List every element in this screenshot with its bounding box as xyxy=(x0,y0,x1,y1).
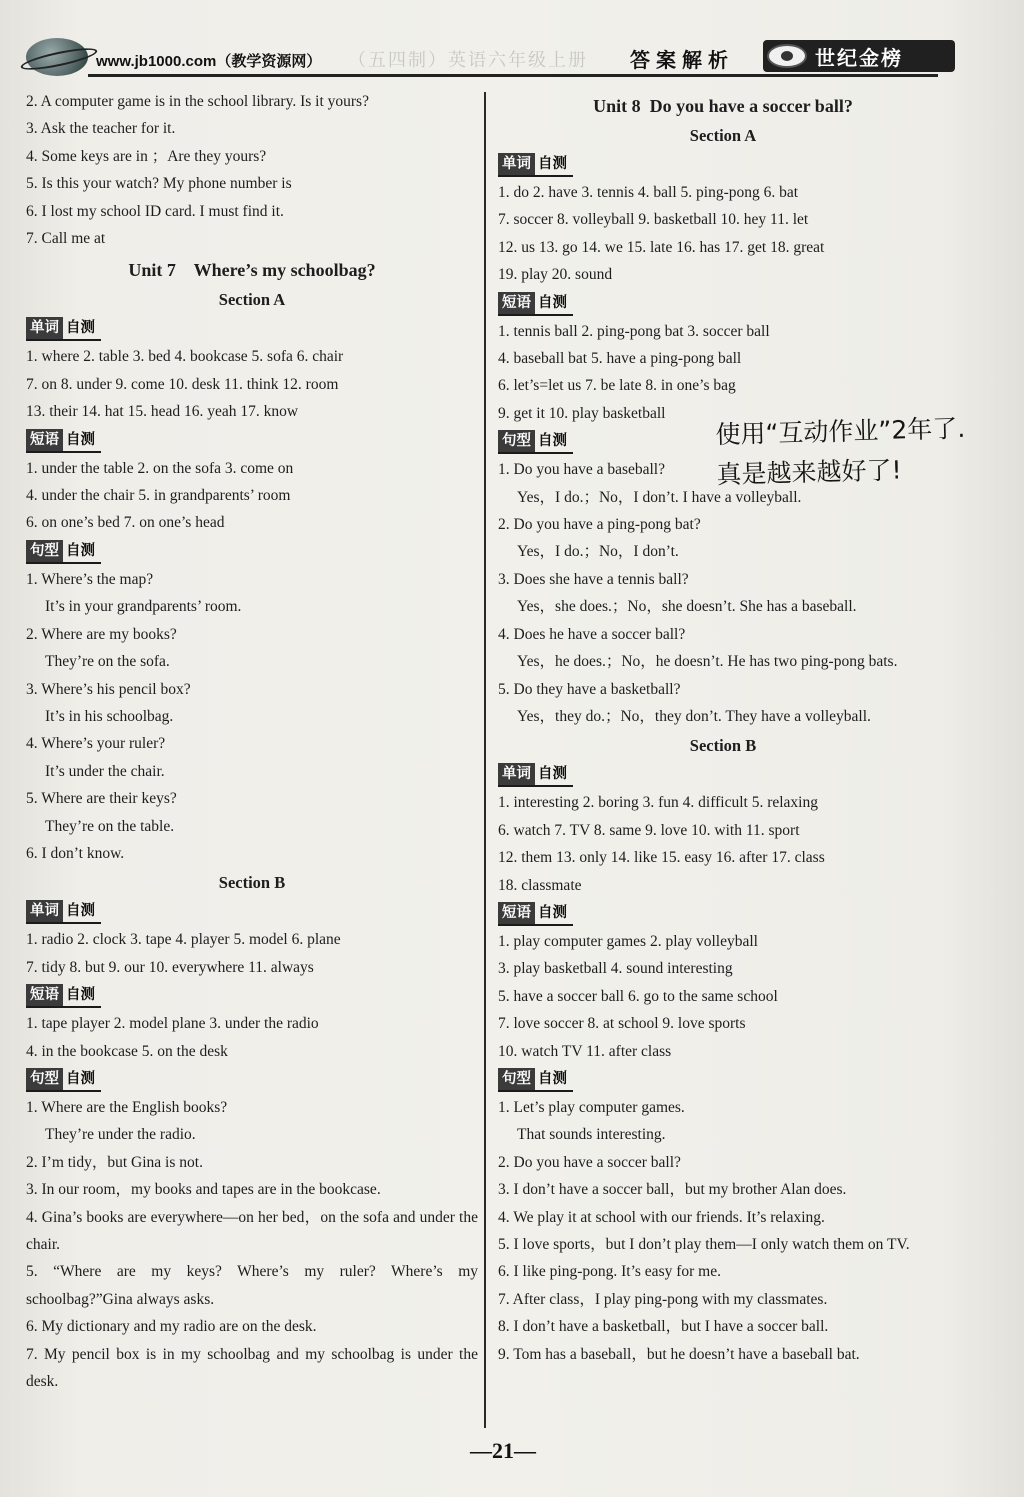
sentence-answer-line: It’s in your grandparents’ room. xyxy=(45,598,242,616)
answer-line: 6. I lost my school ID card. I must find it. xyxy=(26,202,284,220)
sentence-answer-line: Yes，I do.；No，I don’t. I have a volleyball. xyxy=(517,488,802,506)
sentences-self-test-tag: 句型 自测 xyxy=(498,430,573,454)
word-answer-line: 12. them 13. only 14. like 15. easy 16. after 17. class xyxy=(498,849,825,867)
handwritten-note-line: 使用“互动作业”2年了. xyxy=(715,413,966,450)
sentence-answer-line: That sounds interesting. xyxy=(517,1126,666,1144)
unit8-section-a-title: Section A xyxy=(689,126,757,145)
phrase-answer-line: 1. play computer games 2. play volleyball xyxy=(498,932,758,950)
unit7-section-a-title: Section A xyxy=(218,290,286,310)
sentence-answer-line: 2. I’m tidy，but Gina is not. xyxy=(26,1153,203,1171)
words-self-test-tag: 单词 自测 xyxy=(26,900,101,924)
answer-line: 7. Call me at xyxy=(26,230,106,248)
sentence-answer-line: 5. “Where are my keys? Where’s my ruler? Where’s my schoolbag?”Gina always asks. xyxy=(26,1263,478,1308)
sentence-answer-line: 8. I don’t have a basketball，but I have a soccer ball. xyxy=(498,1318,829,1336)
word-answer-line: 1. interesting 2. boring 3. fun 4. difficult 5. relaxing xyxy=(498,794,818,812)
word-answer-line: 7. on 8. under 9. come 10. desk 11. think 12. room xyxy=(26,375,339,393)
sentence-answer-line: They’re on the sofa. xyxy=(45,653,170,671)
phrase-answer-line: 5. have a soccer ball 6. go to the same school xyxy=(498,987,778,1005)
answer-line: 5. Is this your watch? My phone number is xyxy=(26,175,292,193)
sentence-answer-line: 6. My dictionary and my radio are on the desk. xyxy=(26,1318,317,1336)
page-number: —21— xyxy=(470,1438,536,1463)
sentence-answer-line: 1. Let’s play computer games. xyxy=(498,1098,685,1116)
unit7-section-b-title: Section B xyxy=(218,873,286,893)
word-answer-line: 1. radio 2. clock 3. tape 4. player 5. model 6. plane xyxy=(26,931,341,949)
sentence-answer-line: 5. Do they have a basketball? xyxy=(498,680,681,698)
sentence-answer-line: 3. Where’s his pencil box? xyxy=(26,680,191,698)
unit8-a-sentences xyxy=(498,456,948,730)
sentence-answer-line: 5. Where are their keys? xyxy=(26,790,177,808)
answer-line: 3. Ask the teacher for it. xyxy=(26,120,176,138)
sentence-answer-line: 2. Do you have a soccer ball? xyxy=(498,1153,681,1171)
phrase-answer-line: 4. in the bookcase 5. on the desk xyxy=(26,1042,228,1060)
word-answer-line: 12. us 13. go 14. we 15. late 16. has 17. get 18. great xyxy=(498,238,825,256)
brand-name: 世纪金榜 xyxy=(815,46,903,70)
unit8-b-phrases xyxy=(498,928,948,1065)
unit7-b-words xyxy=(26,926,478,981)
sentence-answer-line: Yes，they do.；No，they don’t. They have a volleyball. xyxy=(517,707,871,725)
word-answer-line: 1. where 2. table 3. bed 4. bookcase 5. sofa 6. chair xyxy=(26,348,344,366)
phrases-self-test-tag: 短语 自测 xyxy=(498,292,573,316)
words-self-test-tag: 单词 自测 xyxy=(26,317,101,341)
site-url[interactable]: www.jb1000.com（教学资源网） xyxy=(96,53,322,70)
unit7-a-sentences xyxy=(26,566,478,867)
sentence-answer-line: 3. Does she have a tennis ball? xyxy=(498,570,689,588)
sentence-answer-line: They’re under the radio. xyxy=(45,1126,196,1144)
sentence-answer-line: 1. Do you have a baseball? xyxy=(498,461,665,479)
word-answer-line: 19. play 20. sound xyxy=(498,266,613,284)
sentences-self-test-tag: 句型 自测 xyxy=(498,1068,573,1092)
sentence-answer-line: 2. Do you have a ping-pong bat? xyxy=(498,516,701,534)
unit8-b-sentences xyxy=(498,1094,948,1368)
unit7-b-phrases xyxy=(26,1010,478,1065)
sentences-self-test-tag: 句型 自测 xyxy=(26,1068,101,1092)
brand-emblem-icon xyxy=(767,44,807,68)
sentence-answer-line: Yes，I do.；No，I don’t. xyxy=(517,543,679,561)
phrase-answer-line: 10. watch TV 11. after class xyxy=(498,1042,672,1060)
word-answer-line: 1. do 2. have 3. tennis 4. ball 5. ping-pong 6. bat xyxy=(498,184,799,201)
phrase-answer-line: 7. love soccer 8. at school 9. love sports xyxy=(498,1015,746,1033)
sentence-answer-line: 1. Where’s the map? xyxy=(26,570,154,588)
header-rule xyxy=(88,74,938,77)
words-self-test-tag: 单词 自测 xyxy=(498,763,573,787)
phrases-self-test-tag: 短语 自测 xyxy=(26,429,101,453)
answer-line: 4. Some keys are in ；Are they yours? xyxy=(26,147,267,165)
word-answer-line: 18. classmate xyxy=(498,876,582,894)
sentence-answer-line: 7. After class，I play ping-pong with my classmates. xyxy=(498,1290,828,1308)
unit8-title: Unit 8 Do you have a soccer ball? xyxy=(593,96,853,116)
sentence-answer-line: 3. In our room，my books and tapes are in the bookcase. xyxy=(26,1181,381,1199)
unit8-b-words xyxy=(498,789,948,899)
phrases-self-test-tag: 短语 自测 xyxy=(26,984,101,1008)
unit7-b-sentences xyxy=(26,1094,478,1395)
sentence-answer-line: They’re on the table. xyxy=(45,817,175,835)
sentence-answer-line: 6. I like ping-pong. It’s easy for me. xyxy=(498,1263,721,1281)
brand-logo xyxy=(763,40,955,72)
sentence-answer-line: 5. I love sports，but I don’t play them—I only watch them on TV. xyxy=(498,1236,910,1253)
unit7-a-words xyxy=(26,343,478,425)
phrase-answer-line: 1. under the table 2. on the sofa 3. come on xyxy=(26,459,294,477)
sentence-answer-line: Yes，she does.；No，she doesn’t. She has a baseball. xyxy=(517,598,857,616)
phrase-answer-line: 1. tennis ball 2. ping-pong bat 3. soccer ball xyxy=(498,322,770,340)
phrase-answer-line: 4. baseball bat 5. have a ping-pong ball xyxy=(498,350,742,368)
word-answer-line: 7. tidy 8. but 9. our 10. everywhere 11. always xyxy=(26,958,314,976)
sentence-answer-line: 6. I don’t know. xyxy=(26,844,125,862)
sentence-answer-line: 7. My pencil box is in my schoolbag and my schoolbag is under the desk. xyxy=(26,1345,478,1391)
left-column xyxy=(26,88,478,1395)
sentence-answer-line: It’s under the chair. xyxy=(45,762,165,780)
word-answer-line: 13. their 14. hat 15. head 16. yeah 17. know xyxy=(26,403,299,421)
answer-analysis-title: 答案解析 xyxy=(630,48,734,72)
sentences-self-test-tag: 句型 自测 xyxy=(26,540,101,564)
phrase-answer-line: 6. let’s=let us 7. be late 8. in one’s bag xyxy=(498,377,736,395)
sentence-answer-line: It’s in his schoolbag. xyxy=(45,707,174,725)
sentence-answer-line: 2. Where are my books? xyxy=(26,625,177,643)
handwritten-note-line: 真是越来越好了! xyxy=(716,455,902,490)
sentence-answer-line: 4. Where’s your ruler? xyxy=(26,735,166,753)
sentence-answer-line: 1. Where are the English books? xyxy=(26,1098,228,1116)
bleed-through-title: （五四制）英语六年级上册 xyxy=(348,50,588,70)
phrase-answer-line: 4. under the chair 5. in grandparents’ room xyxy=(26,487,291,505)
unit7-title: Unit 7 Where’s my schoolbag? xyxy=(128,260,376,281)
sentence-answer-line: 4. Gina’s books are everywhere—on her bed，on the sofa and under the chair. xyxy=(26,1208,478,1253)
word-answer-line: 7. soccer 8. volleyball 9. basketball 10. hey 11. let xyxy=(498,211,809,229)
phrase-answer-line: 1. tape player 2. model plane 3. under the radio xyxy=(26,1015,319,1033)
unit8-section-b-title: Section B xyxy=(689,736,757,756)
phrase-answer-line: 9. get it 10. play basketball xyxy=(498,404,666,422)
phrases-self-test-tag: 短语 自测 xyxy=(498,902,573,926)
unit8-a-words xyxy=(498,179,948,289)
phrase-answer-line: 3. play basketball 4. sound interesting xyxy=(498,960,733,978)
sentence-answer-line: 4. We play it at school with our friends. It’s relaxing. xyxy=(498,1208,825,1226)
unit7-a-phrases xyxy=(26,455,478,537)
sentence-answer-line: 4. Does he have a soccer ball? xyxy=(498,625,686,643)
globe-logo-icon xyxy=(26,38,88,76)
answer-line: 2. A computer game is in the school library. Is it yours? xyxy=(26,93,369,110)
phrase-answer-line: 6. on one’s bed 7. on one’s head xyxy=(26,514,225,532)
sentence-answer-line: 9. Tom has a baseball，but he doesn’t have a baseball bat. xyxy=(498,1345,860,1363)
handwritten-note xyxy=(715,409,967,496)
column-divider xyxy=(484,92,486,1428)
sentence-answer-line: Yes，he does.；No，he doesn’t. He has two ping-pong bats. xyxy=(517,653,898,671)
page-header xyxy=(18,34,1008,78)
sentence-answer-line: 3. I don’t have a soccer ball，but my brother Alan does. xyxy=(498,1181,847,1199)
word-answer-line: 6. watch 7. TV 8. same 9. love 10. with 11. sport xyxy=(498,821,800,839)
right-column xyxy=(498,88,948,1368)
words-self-test-tag: 单词 自测 xyxy=(498,153,573,177)
unit6-continued-answers xyxy=(26,88,478,252)
